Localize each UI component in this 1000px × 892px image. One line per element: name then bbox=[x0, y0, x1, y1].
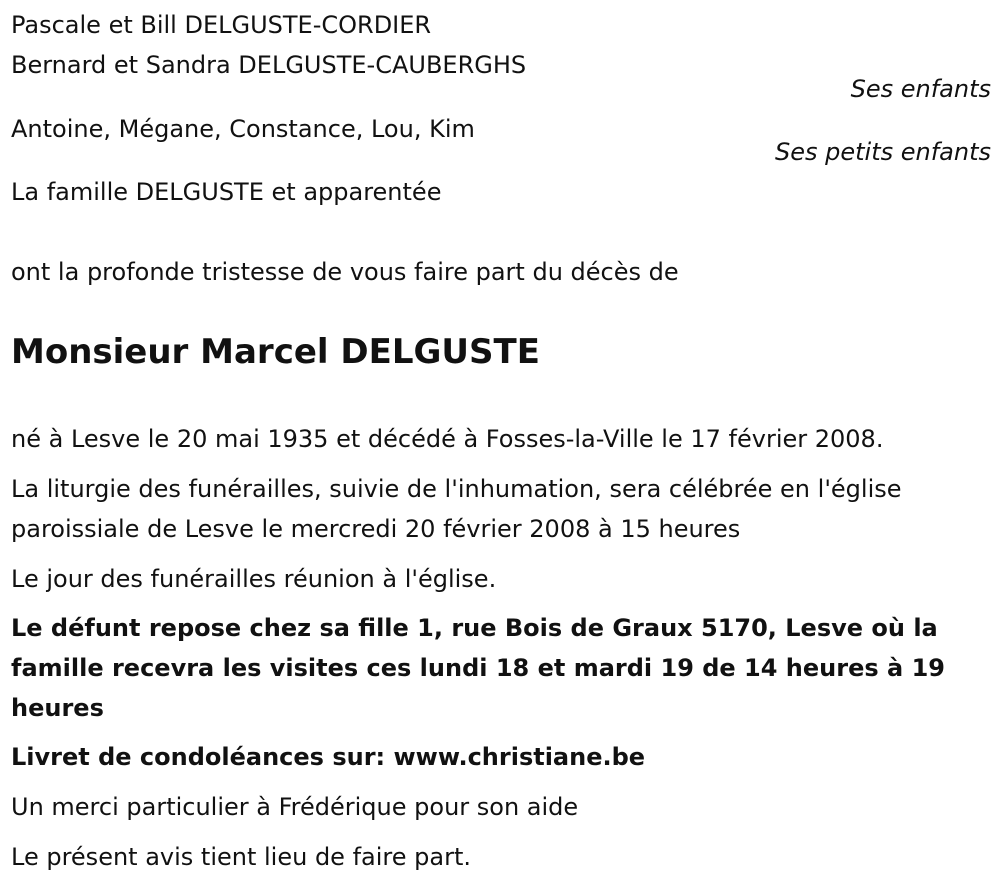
repose-text: Le défunt repose chez sa fille 1, rue Bois de Graux 5170, Lesve où la famille recevra les visites ces lundi 18 et mardi 19 de 14 heures à 19 heures bbox=[11, 614, 945, 722]
announcement-text: ont la profonde tristesse de vous faire part du décès de bbox=[11, 258, 679, 286]
deceased-name: Monsieur Marcel DELGUSTE bbox=[11, 332, 540, 372]
grandchildren-line: Antoine, Mégane, Constance, Lou, Kim bbox=[11, 115, 475, 143]
children-label: Ses enfants bbox=[850, 75, 991, 103]
reunion-text: Le jour des funérailles réunion à l'église. bbox=[11, 565, 497, 593]
condolences-text: Livret de condoléances sur: www.christiane.be bbox=[11, 743, 646, 771]
birth-death-text: né à Lesve le 20 mai 1935 et décédé à Fosses-la-Ville le 17 février 2008. bbox=[11, 425, 884, 453]
thanks-text: Un merci particulier à Frédérique pour son aide bbox=[11, 793, 579, 821]
children-line-1: Pascale et Bill DELGUSTE-CORDIER bbox=[11, 11, 432, 39]
family-line: La famille DELGUSTE et apparentée bbox=[11, 178, 442, 206]
children-line-2: Bernard et Sandra DELGUSTE-CAUBERGHS bbox=[11, 51, 527, 79]
notice-text: Le présent avis tient lieu de faire part. bbox=[11, 843, 471, 871]
liturgy-text: La liturgie des funérailles, suivie de l'inhumation, sera célébrée en l'église paroissiale de Lesve le mercredi 20 février 2008 à 15 heures bbox=[11, 475, 902, 543]
grandchildren-label: Ses petits enfants bbox=[774, 138, 991, 166]
